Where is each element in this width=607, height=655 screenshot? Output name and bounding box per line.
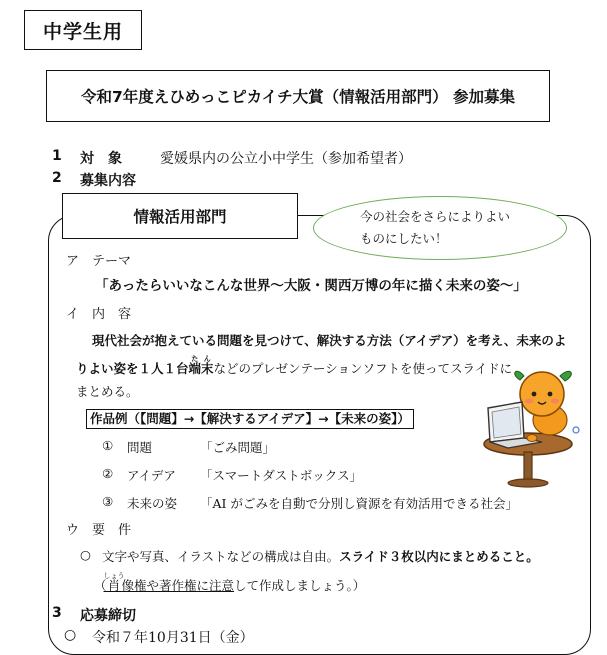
- bubble-line-2: ものにしたい！: [360, 231, 448, 246]
- tanmatsu-ruby: [188, 355, 214, 376]
- requirements-line-2-open: （: [94, 578, 107, 593]
- right-leaf: [560, 371, 571, 381]
- mascot-head: [520, 372, 564, 416]
- content-marker: イ: [66, 307, 80, 322]
- theme-label: テーマ: [92, 254, 132, 269]
- speech-bubble-text: [360, 206, 510, 250]
- sho-reading: しょう: [103, 572, 125, 580]
- requirements-marker: ウ: [66, 523, 80, 538]
- theme-marker: ア: [66, 254, 80, 269]
- page-title: 令和7年度えひめっこピカイチ大賞（情報活用部門） 参加募集: [46, 70, 550, 122]
- requirements-bullet: ○: [80, 547, 91, 562]
- requirements-line-2-underlined: 像権や著作権に注意: [121, 578, 235, 593]
- requirements-label: 要 件: [92, 523, 132, 538]
- example-3-value: 「AI がごみを自動で分別し資源を有効活用できる社会」: [200, 496, 518, 511]
- examples-header: 作品例（【問題】→【解決するアイデア】→【未来の姿】）: [86, 409, 414, 429]
- mascot-left-cheek: [525, 399, 533, 404]
- example-3-label: 未来の姿: [127, 496, 178, 511]
- requirements-line-2: [94, 572, 365, 594]
- tanmatsu-base: 端末: [188, 361, 214, 376]
- example-1-value: 「ごみ問題」: [200, 440, 276, 455]
- section1-number: 1: [52, 148, 62, 164]
- requirements-line-1-bold: スライド３枚以内にまとめること。: [339, 549, 539, 564]
- content-line-2: [76, 355, 512, 377]
- section3-label: 応募締切: [80, 608, 136, 624]
- section3-value: 令和７年10月31日（金）: [92, 630, 254, 646]
- section3-number: 3: [52, 605, 62, 621]
- section1-label: 対 象: [80, 151, 122, 167]
- example-3-num: ③: [102, 494, 114, 509]
- bubble-line-1: 今の社会をさらによりよい: [360, 209, 511, 224]
- tanmatsu-reading: たん: [188, 355, 214, 363]
- requirements-line-1-normal: 文字や写真、イラストなどの構成は自由。: [102, 549, 340, 564]
- requirements-line-2-rest: して作成しましょう。）: [234, 578, 366, 593]
- section3-bullet: ○: [64, 627, 77, 643]
- mascot-illustration: [480, 362, 586, 492]
- example-2-num: ②: [102, 466, 114, 481]
- mascot-right-cheek: [551, 399, 559, 404]
- dept-tab: 情報活用部門: [62, 193, 298, 239]
- table-base: [508, 479, 548, 487]
- mascot-right-eye: [548, 392, 553, 397]
- table-leg: [524, 452, 532, 482]
- example-2-label: アイデア: [127, 468, 176, 483]
- content-line-2-rest: などのプレゼンテーションソフトを使ってスライドに: [213, 361, 513, 376]
- example-2-value: 「スマートダストボックス」: [200, 468, 363, 483]
- content-label: 内 容: [92, 307, 132, 322]
- example-1-num: ①: [102, 438, 114, 453]
- flower-icon: [573, 427, 579, 433]
- shozoken-ruby: [103, 572, 125, 593]
- content-line-1: 現代社会が抱えている問題を見つけて、解決する方法（アイデア）を考え、未来のよ: [92, 333, 567, 348]
- laptop-screen-inner: [492, 407, 521, 438]
- left-leaf: [515, 371, 524, 380]
- theme-text: 「あったらいいなこんな世界～大阪・関西万博の年に描く未来の姿～」: [95, 278, 527, 294]
- content-line-3: まとめる。: [76, 384, 139, 399]
- section2-number: 2: [52, 170, 62, 186]
- mascot-left-eye: [532, 392, 537, 397]
- section2-label: 募集内容: [80, 173, 136, 189]
- example-1-label: 問題: [127, 440, 153, 455]
- mascot-hand: [527, 435, 537, 442]
- requirements-line-1: [102, 547, 539, 565]
- target-audience-badge: 中学生用: [24, 10, 142, 50]
- sho-base: 肖: [103, 578, 125, 593]
- section1-value: 愛媛県内の公立小中学生（参加希望者）: [160, 151, 412, 167]
- content-line-2-bold: りよい姿を１人１台: [76, 361, 189, 376]
